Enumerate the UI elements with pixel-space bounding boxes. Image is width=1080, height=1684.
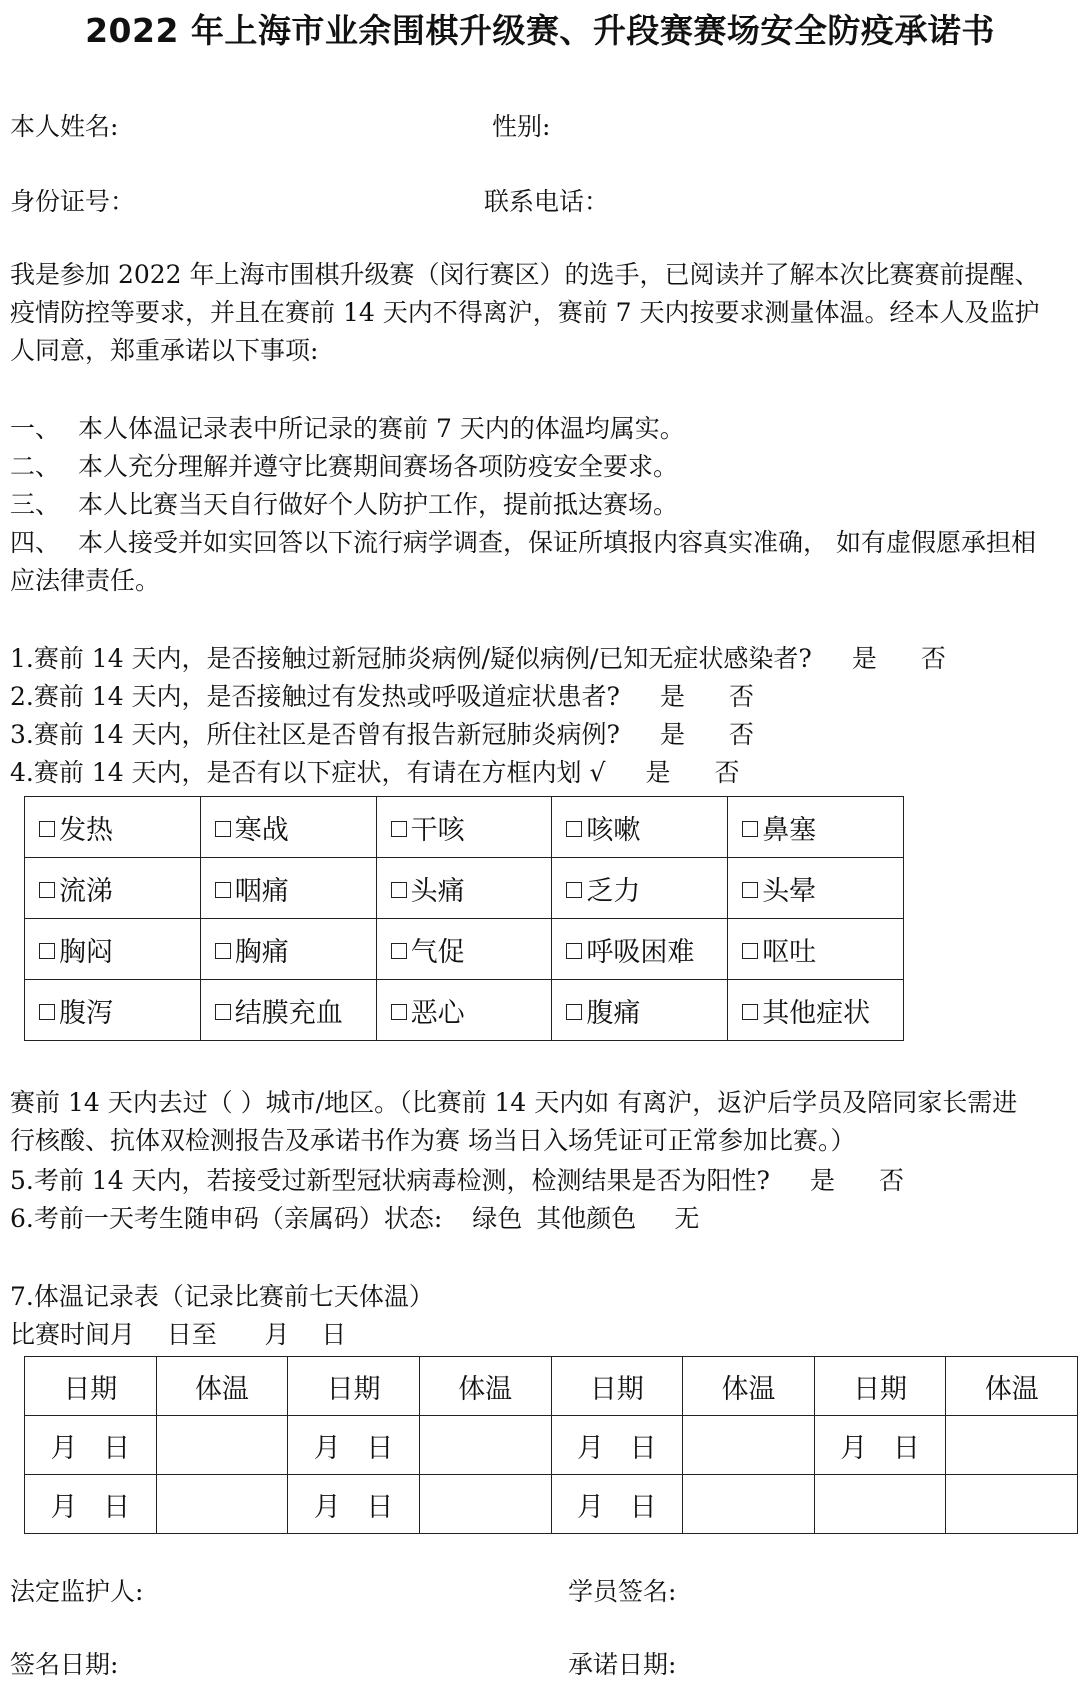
checkbox-icon[interactable]: [566, 943, 582, 959]
symptom-cell[interactable]: 鼻塞: [728, 797, 904, 858]
checkbox-icon[interactable]: [39, 882, 55, 898]
question-3: [10, 716, 754, 754]
guardian-signature-label: 法定监护人:: [10, 1577, 144, 1606]
id-label: 身份证号：: [10, 187, 136, 216]
table-row: [25, 797, 904, 858]
symptom-cell[interactable]: 干咳: [376, 797, 552, 858]
phone-label: 联系电话：: [484, 187, 610, 216]
symptom-cell[interactable]: 头晕: [728, 858, 904, 919]
commitment-number: 二、: [10, 452, 61, 481]
symptom-cell[interactable]: 胸闷: [25, 919, 201, 980]
question-4: [10, 754, 739, 792]
checkbox-icon[interactable]: [391, 1004, 407, 1020]
option-yes[interactable]: 是: [809, 1166, 835, 1195]
temperature-cell[interactable]: [946, 1475, 1078, 1534]
temperature-cell[interactable]: [156, 1475, 288, 1534]
option-green[interactable]: 绿色: [472, 1204, 523, 1233]
checkbox-icon[interactable]: [566, 882, 582, 898]
symptom-cell[interactable]: 胸痛: [200, 919, 376, 980]
header-cell: 体温: [946, 1357, 1078, 1416]
date-cell[interactable]: 月 日: [288, 1475, 420, 1534]
checkbox-icon[interactable]: [215, 943, 231, 959]
promise-date-label: 承诺日期:: [568, 1650, 677, 1679]
checkbox-icon[interactable]: [215, 882, 231, 898]
date-cell[interactable]: 月 日: [288, 1416, 420, 1475]
option-yes[interactable]: 是: [851, 644, 877, 673]
checkbox-icon[interactable]: [742, 882, 758, 898]
symptom-cell[interactable]: 头痛: [376, 858, 552, 919]
temperature-section-title: 7.体温记录表（记录比赛前七天体温）: [10, 1282, 434, 1311]
date-cell[interactable]: 月 日: [551, 1416, 683, 1475]
symptom-cell[interactable]: 咳嗽: [552, 797, 728, 858]
question-5: [10, 1162, 904, 1200]
header-cell: 体温: [683, 1357, 815, 1416]
checkbox-icon[interactable]: [215, 821, 231, 837]
commitment-number: 一、: [10, 414, 61, 443]
checkbox-icon[interactable]: [39, 943, 55, 959]
temperature-cell[interactable]: [156, 1416, 288, 1475]
date-cell[interactable]: 月 日: [25, 1475, 157, 1534]
commitment-text: 本人体温记录表中所记录的赛前 7 天内的体温均属实。: [78, 414, 685, 443]
gender-label: 性别:: [492, 112, 551, 141]
document-title: 2022 年上海市业余围棋升级赛、升段赛赛场安全防疫承诺书: [85, 11, 995, 50]
option-yes[interactable]: 是: [645, 758, 671, 787]
student-signature-label: 学员签名:: [568, 1577, 677, 1606]
option-yes[interactable]: 是: [659, 720, 685, 749]
symptom-cell[interactable]: 发热: [25, 797, 201, 858]
option-no[interactable]: 否: [728, 720, 754, 749]
commitment-number: 四、: [10, 528, 61, 557]
temperature-table: [24, 1356, 1078, 1534]
option-none[interactable]: 无: [674, 1204, 700, 1233]
date-cell[interactable]: [814, 1475, 946, 1534]
symptom-table: [24, 796, 904, 1041]
temperature-cell[interactable]: [683, 1416, 815, 1475]
checkbox-icon[interactable]: [391, 821, 407, 837]
checkbox-icon[interactable]: [39, 821, 55, 837]
header-cell: 日期: [288, 1357, 420, 1416]
question-2: [10, 678, 754, 716]
checkbox-icon[interactable]: [742, 943, 758, 959]
commitment-item: [10, 524, 1040, 600]
date-cell[interactable]: 月 日: [551, 1475, 683, 1534]
commitment-text: 本人充分理解并遵守比赛期间赛场各项防疫安全要求。: [78, 452, 679, 481]
symptom-cell[interactable]: 流涕: [25, 858, 201, 919]
sign-date-label: 签名日期:: [10, 1650, 119, 1679]
header-cell: 日期: [25, 1357, 157, 1416]
temperature-cell[interactable]: [419, 1475, 551, 1534]
commitment-number: 三、: [10, 490, 61, 519]
date-cell[interactable]: 月 日: [814, 1416, 946, 1475]
travel-note: 赛前 14 天内去过（ ）城市/地区。（比赛前 14 天内如 有离沪，返沪后学员及陪同家长需进行核酸、抗体双检测报告及承诺书作为赛 场当日入场凭证可正常参加比赛。）: [10, 1088, 1018, 1155]
symptom-cell[interactable]: 结膜充血: [200, 980, 376, 1041]
intro-paragraph: 我是参加 2022 年上海市围棋升级赛（闵行赛区）的选手，已阅读并了解本次比赛赛前提醒、疫情防控等要求，并且在赛前 14 天内不得离沪，赛前 7 天内按要求测量体温。经本人及监护人同意，郑重承诺以下事项:: [10, 260, 1040, 365]
option-no[interactable]: 否: [878, 1166, 904, 1195]
question-1: [10, 640, 946, 678]
option-no[interactable]: 否: [728, 682, 754, 711]
symptom-cell[interactable]: 呼吸困难: [552, 919, 728, 980]
table-row: [25, 919, 904, 980]
symptom-cell[interactable]: 腹泻: [25, 980, 201, 1041]
temperature-cell[interactable]: [683, 1475, 815, 1534]
table-row: [25, 1475, 1078, 1534]
checkbox-icon[interactable]: [215, 1004, 231, 1020]
question-text: 4.赛前 14 天内，是否有以下症状，有请在方框内划 √: [10, 758, 606, 787]
option-yes[interactable]: 是: [659, 682, 685, 711]
commitment-text: 本人接受并如实回答以下流行病学调查，保证所填报内容真实准确， 如有虚假愿承担相应法律责任。: [10, 528, 1036, 595]
checkbox-icon[interactable]: [566, 1004, 582, 1020]
symptom-cell[interactable]: 恶心: [376, 980, 552, 1041]
symptom-cell[interactable]: 腹痛: [552, 980, 728, 1041]
table-header-row: [25, 1357, 1078, 1416]
header-cell: 体温: [419, 1357, 551, 1416]
table-row: [25, 980, 904, 1041]
commitment-item: [10, 486, 1040, 524]
temperature-cell[interactable]: [419, 1416, 551, 1475]
question-6: [10, 1200, 699, 1238]
symptom-cell[interactable]: 呕吐: [728, 919, 904, 980]
checkbox-icon[interactable]: [742, 1004, 758, 1020]
question-text: 2.赛前 14 天内，是否接触过有发热或呼吸道症状患者?: [10, 682, 620, 711]
symptom-cell[interactable]: 乏力: [552, 858, 728, 919]
question-text: 5.考前 14 天内，若接受过新型冠状病毒检测，检测结果是否为阳性?: [10, 1166, 770, 1195]
temperature-cell[interactable]: [946, 1416, 1078, 1475]
commitment-item: [10, 410, 1040, 448]
checkbox-icon[interactable]: [391, 882, 407, 898]
option-no[interactable]: 否: [714, 758, 740, 787]
header-cell: 体温: [156, 1357, 288, 1416]
table-row: [25, 1416, 1078, 1475]
option-other-color[interactable]: 其他颜色: [536, 1204, 637, 1233]
name-label: 本人姓名:: [10, 112, 119, 141]
header-cell: 日期: [814, 1357, 946, 1416]
checkbox-icon[interactable]: [742, 821, 758, 837]
checkbox-icon[interactable]: [39, 1004, 55, 1020]
date-cell[interactable]: 月 日: [25, 1416, 157, 1475]
question-text: 1.赛前 14 天内，是否接触过新冠肺炎病例/疑似病例/已知无症状感染者?: [10, 644, 812, 673]
table-row: [25, 858, 904, 919]
question-text: 3.赛前 14 天内，所住社区是否曾有报告新冠肺炎病例?: [10, 720, 620, 749]
commitment-text: 本人比赛当天自行做好个人防护工作，提前抵达赛场。: [78, 490, 679, 519]
symptom-cell[interactable]: 咽痛: [200, 858, 376, 919]
symptom-cell[interactable]: 寒战: [200, 797, 376, 858]
match-time-label: 比赛时间月 日至 月 日: [10, 1320, 347, 1349]
symptom-cell[interactable]: 气促: [376, 919, 552, 980]
header-cell: 日期: [551, 1357, 683, 1416]
commitment-item: [10, 448, 1040, 486]
checkbox-icon[interactable]: [391, 943, 407, 959]
symptom-cell[interactable]: 其他症状: [728, 980, 904, 1041]
checkbox-icon[interactable]: [566, 821, 582, 837]
option-no[interactable]: 否: [920, 644, 946, 673]
question-text: 6.考前一天考生随申码（亲属码）状态:: [10, 1204, 443, 1233]
